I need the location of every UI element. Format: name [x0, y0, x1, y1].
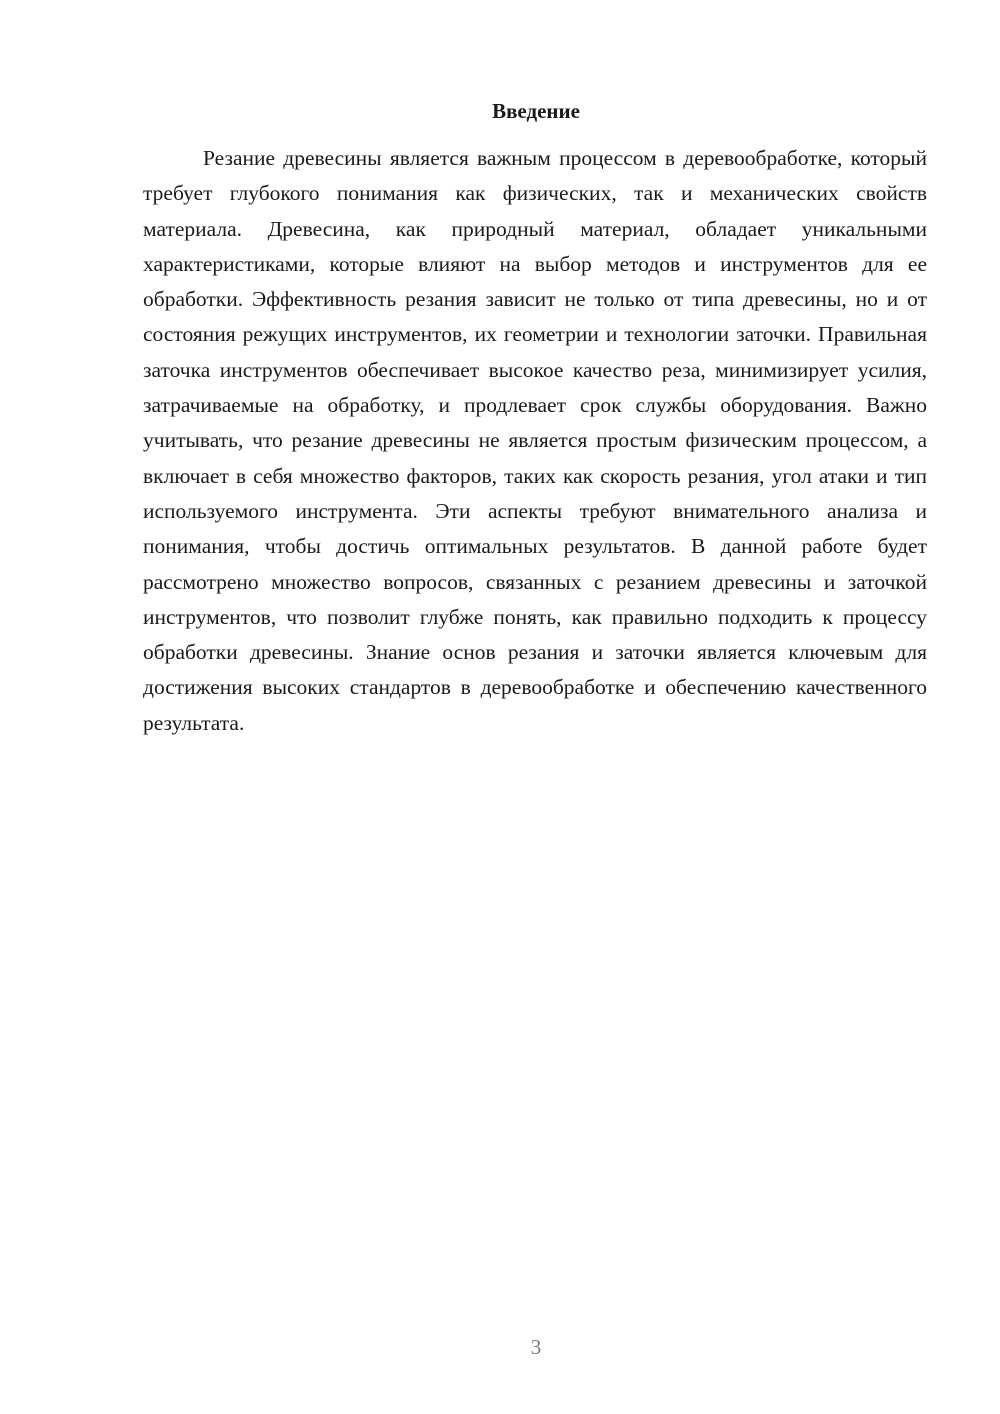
- page-number: 3: [530, 1335, 542, 1359]
- section-heading: Введение: [492, 99, 580, 123]
- introduction-paragraph: Резание древесины является важным процессом в деревообработке, который требует глубокого понимания как физических, так и механических свойств материала. Древесина, как природный материал, обладает уникальными характеристиками, которые влияют на выбор методов и инструментов для ее обработки. Эффективность резания зависит не только от типа древесины, но и от состояния режущих инструментов, их геометрии и технологии заточки. Правильная заточка инструментов обеспечивает высокое качество реза, минимизирует усилия, затрачиваемые на обработку, и продлевает срок службы оборудования. Важно учитывать, что резание древесины не является простым физическим процессом, а включает в себя множество факторов, таких как скорость резания, угол атаки и тип используемого инструмента. Эти аспекты требуют внимательного анализа и понимания, чтобы достичь оптимальных результатов. В данной работе будет рассмотрено множество вопросов, связанных с резанием древесины и заточкой инструментов, что позволит глубже понять, как правильно подходить к процессу обработки древесины. Знание основ резания и заточки является ключевым для достижения высоких стандартов в деревообработке и обеспечению качественного результата.: [143, 146, 927, 735]
